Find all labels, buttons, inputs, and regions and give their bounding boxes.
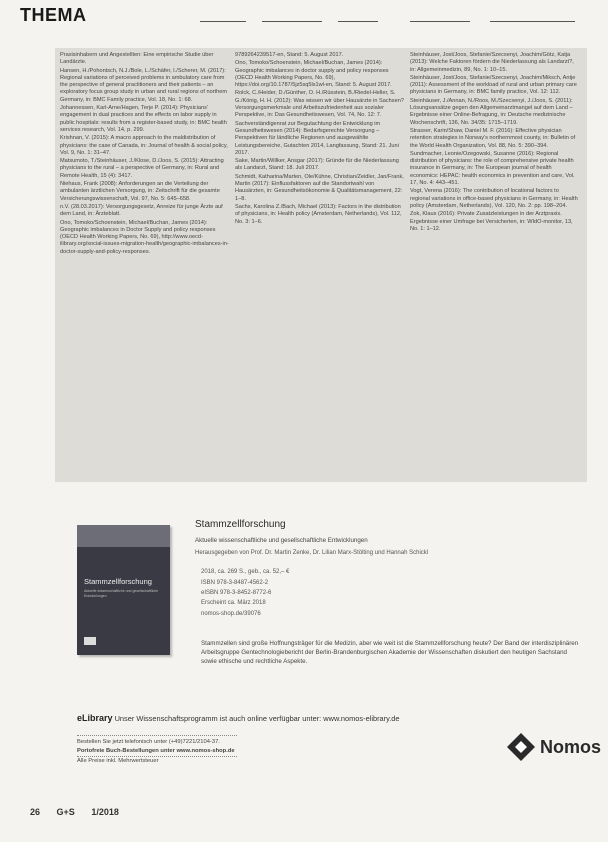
page-number: 26 [30, 807, 41, 817]
reference-entry: Ono, Tomoko/Schoenstein, Michael/Buchan, James (2014): Geographic imbalances in Doctor Supply and policy responses (OECD Health Working Papers, No. 69), http://www.oecd-ilibrary.org/social-issues-migration-health/geographic-imbalances-in-doctor-supply-and-policy-responses. [60, 219, 229, 255]
elibrary-line [77, 713, 400, 723]
references-column-1 [60, 52, 230, 257]
header-rule [338, 21, 378, 22]
book-editors: Herausgegeben von Prof. Dr. Martin Zenke, Dr. Lilian Marx-Stölting und Hannah Schickl [195, 550, 429, 556]
dotted-separator [77, 756, 237, 757]
reference-entry: Schmidt, Katharina/Marten, Ole/Kühne, Christian/Zeidler, Jan/Frank, Martin (2017): Einflussfaktoren auf die Standortwahl von Hausärzten, in: Gesundheitsökonomie & Qualitätsmanagement, 22: 1–8. [235, 173, 404, 202]
reference-entry: Steinhäuser, Jost/Joos, Stefanie/Szecsenyi, Joachim/Miksch, Antje (2011): Assessment of the workload of rural and urban primary care physicians in Germany, in: BMC family practice, Vol. 12: 112. [410, 74, 577, 96]
elibrary-logo: eLibrary [77, 713, 113, 723]
book-advertisement [55, 505, 602, 800]
reference-entry: Ono, Tomoko/Schoenstein, Michael/Buchan, James (2014): Geographic imbalances in doctor supply and policy responses (OECD Health Working Papers, No. 69), https://doi.org/10.1787/5jz5sq5ls1wl-en, Stand: 5. August 2017. [235, 60, 392, 89]
order-shop[interactable]: Portofreie Buch-Bestellungen unter www.nomos-shop.de [77, 748, 235, 754]
book-detail: 2018, ca. 269 S., geb., ca. 52,– € [201, 569, 290, 575]
book-subtitle: Aktuelle wissenschaftliche und gesellschaftliche Entwicklungen [195, 537, 368, 544]
reference-entry: Sachs, Karolina Z./Bach, Michael (2013): Factors in the distribution of physicians, in: Health policy (Amsterdam, Netherlands), Vol. 112, No. 3: 1–6. [235, 203, 402, 225]
nomos-logo [507, 733, 602, 763]
journal-issue: 1/2018 [91, 807, 119, 817]
section-title: THEMA [20, 5, 87, 25]
reference-entry: n.V. (28.03.2017): Versorgungsgesetz, Anreize für junge Ärzte auf dem Land, in: Ärzteblatt. [60, 203, 223, 218]
header-rule [262, 21, 322, 22]
reference-entry: Rolck, C./Heider, D./Günther, O. H./Rüsstein, B./Riedel-Heller, S. G./König, H. H. (2012): Was wissen wir über Hausärzte in Sachsen? Versorgungsmerkmale und Arbeitszufriedenheit aus sozialer Perspektive, in: Das Gesundheitswesen, Vol. 74, No. 12: 7. [235, 90, 404, 119]
book-detail: ISBN 978-3-8487-4562-2 [201, 580, 269, 586]
header-rule [490, 21, 575, 22]
reference-entry: Strasser, Karin/Shaw, Daniel M. F. (2016): Effective physician retention strategies in Norway's northernmost county, in: Bulletin of the World Health Organization, Vol. 88, No. 5: 390–394. [410, 127, 576, 149]
reference-entry: Hansen, H./Pohontsch, N.J./Bole, L./Schäfer, I./Scherer, M. (2017): Regional variations of perceived problems in ambulatory care from the perspective of general practitioners and their patients – an exploratory focus group study in urban and rural regions of northern Germany, in: BMC Family practice, Vol. 18, No. 1: 68. [60, 67, 228, 103]
order-phone: Bestellen Sie jetzt telefonisch unter (+49)7221/2104-37. [77, 739, 220, 745]
reference-entry: Niehaus, Frank (2008): Anforderungen an die Verteilung der ambulanten ärztlichen Versorgung, in: Zeitschrift für die gesamte Versicherungswissenschaft, Vol. 97, No. 5: 645–658. [60, 181, 220, 202]
reference-entry: Vogt, Verena (2016): The contribution of locational factors to regional variations in office-based physicians in Germany, in: Health policy (Amsterdam, Netherlands), Vol. 120, No. 2: pp. 198–204. [410, 188, 578, 209]
header-rule [410, 21, 470, 22]
price-note: Alle Preise inkl. Mehrwertsteuer [77, 758, 159, 764]
cover-band [77, 525, 170, 547]
reference-entry: Krishnan, V. (2015): A macro approach to the maldistribution of physicians: the case of Canada, in: Journal of health & social policy, Vol. 9, No. 1: 31–47. [60, 135, 228, 156]
references-column-3 [410, 52, 580, 234]
dotted-separator [77, 735, 237, 736]
reference-entry: Sundmacher, Leonie/Ozegowski, Susanne (2016): Regional distribution of physicians: the role of comprehensive private health insurance in Germany, in: The European journal of health economics: HEPAC: health economics in prevention and care, Vol. 17, No. 4: 443–451. [410, 150, 575, 187]
reference-entry: Zok, Klaus (2016): Private Zusatzleistungen in der Arztpraxis. Ergebnisse einer Umfrage bei Versicherten, in: WIdO-monitor, 13, No. 1: 1–12. [410, 211, 573, 232]
publisher-name: Nomos [540, 737, 602, 757]
reference-entry: Steinhäuser, J./Annan, N./Roos, M./Szecsenyi, J./Joos, S. (2011): Lösungsansätze gegen den Allgemeinarztmangel auf dem Land – Ergebnisse einer Online-Befragung, in: Deutsche medizinische Wochenschrift, 136, No. 34/35: 1715–1719. [410, 97, 573, 126]
cover-subtitle: Aktuelle wissenschaftliche und gesellschaftliche Entwicklungen [84, 589, 159, 598]
book-title: Stammzellforschung [195, 519, 286, 530]
references-column-2 [235, 52, 405, 227]
cover-title: Stammzellforschung [84, 577, 152, 586]
cover-publisher-logo [84, 637, 96, 645]
page-header [0, 0, 608, 40]
book-description: Stammzellen sind große Hoffnungsträger für die Medizin, aber wie weit ist die Stammzellforschung heute? Der Band der interdisziplinären Arbeitsgruppe Gentechnologiebericht der Berlin-Brandenburgischen Akademie der Wissenschaften diskutiert den heutigen Sachstand sowie ethische und rechtliche Aspekte. [201, 640, 579, 665]
reference-entry: Matsumoto, T./Steinhäuser, J./Klose, D./Joos, S. (2015): Attracting physicians to the rural – a perspective of Germany, in: Rural and Remote Health, 15 (4): 3417. [60, 158, 224, 179]
header-rule [200, 21, 246, 22]
page-footer [30, 807, 133, 817]
book-shop-link[interactable]: nomos-shop.de/39076 [201, 611, 261, 617]
elibrary-text[interactable]: Unser Wissenschaftsprogramm ist auch online verfügbar unter: www.nomos-elibrary.de [114, 714, 400, 723]
book-detail: eISBN 978-3-8452-8772-6 [201, 590, 272, 596]
reference-entry: Steinhäuser, Jost/Joos, Stefanie/Szecsenyi, Joachim/Götz, Katja (2013): Welche Faktoren fördern die Niederlassung als Landarzt?, in: Allgemeinmedizin, 89, No. 1: 10–15. [410, 52, 574, 73]
reference-entry: Praxisinhabern und Angestellten: Eine empirische Studie über Landärzte. [60, 52, 214, 66]
book-detail: Erscheint ca. März 2018 [201, 600, 266, 606]
journal-name: G+S [56, 807, 75, 817]
reference-entry: Sachverständigenrat zur Begutachtung der Entwicklung im Gesundheitswesen (2014): Bedarfsgerechte Versorgung – Perspektiven für ländliche Regionen und ausgewählte Leistungsbereiche, Gutachten 2014, Langfassung, Stand: 21. Juni 2017. [235, 120, 399, 156]
reference-entry: 9789264239517-en, Stand: 5. August 2017. [235, 52, 344, 58]
reference-entry: Sake, Martin/Willker, Ansgar (2017): Gründe für die Niederlassung als Landarzt, Stand: 18. Juli 2017. [235, 158, 399, 172]
reference-entry: Johannessen, Karl-Arne/Hagen, Terje P. (2014): Physicians' engagement in dual practices and the effects on labor supply in public hospitals: results from a register-based study, in: BMC health services research, Vol. 14, p. 299. [60, 105, 227, 133]
book-cover-image[interactable] [77, 525, 170, 655]
